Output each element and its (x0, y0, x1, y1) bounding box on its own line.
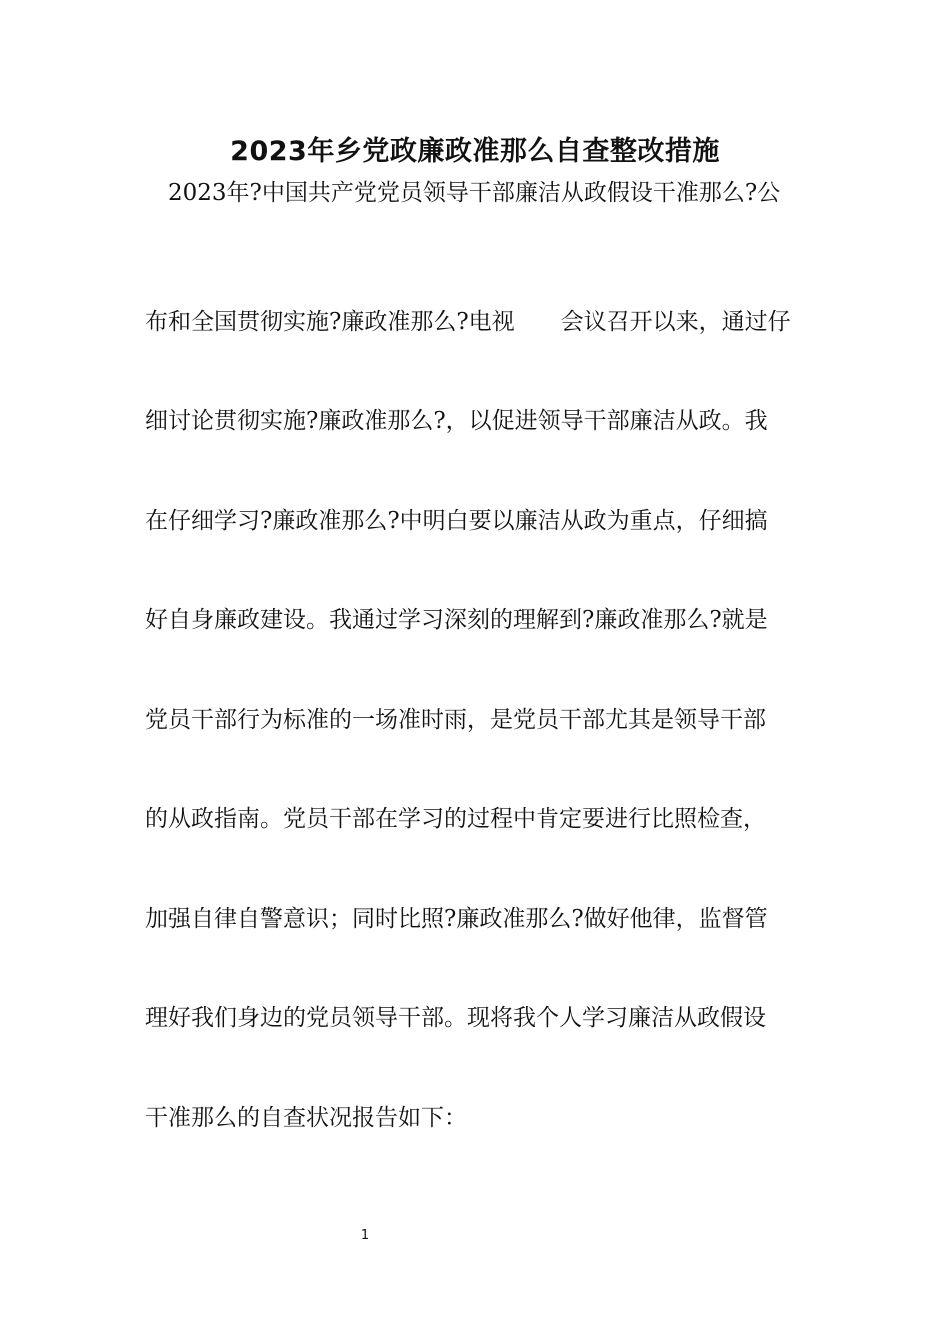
paragraph-line: 加强自律自警意识；同时比照?廉政准那么?做好他律，监督管 (145, 906, 768, 932)
page-number: 1 (360, 1228, 370, 1243)
paragraph-line: 的从政指南。党员干部在学习的过程中肯定要进行比照检查， (145, 806, 766, 832)
paragraph-line: 布和全国贯彻实施?廉政准那么?电视 会议召开以来，通过仔 (145, 309, 791, 335)
document-title: 2023年乡党政廉政准那么自查整改措施 (230, 136, 720, 167)
paragraph-line: 好自身廉政建设。我通过学习深刻的理解到?廉政准那么?就是 (145, 607, 768, 633)
paragraph-line: 细讨论贯彻实施?廉政准那么?，以促进领导干部廉洁从政。我 (145, 408, 768, 434)
paragraph-line: 理好我们身边的党员领导干部。现将我个人学习廉洁从政假设 (145, 1005, 766, 1031)
paragraph-line: 2023年?中国共产党党员领导干部廉洁从政假设干准那么?公 (145, 180, 781, 206)
paragraph-line: 在仔细学习?廉政准那么?中明白要以廉洁从政为重点，仔细搞 (145, 508, 768, 534)
paragraph-line: 党员干部行为标准的一场准时雨，是党员干部尤其是领导干部 (145, 707, 766, 733)
paragraph-line: 干准那么的自查状况报告如下： (145, 1105, 467, 1131)
